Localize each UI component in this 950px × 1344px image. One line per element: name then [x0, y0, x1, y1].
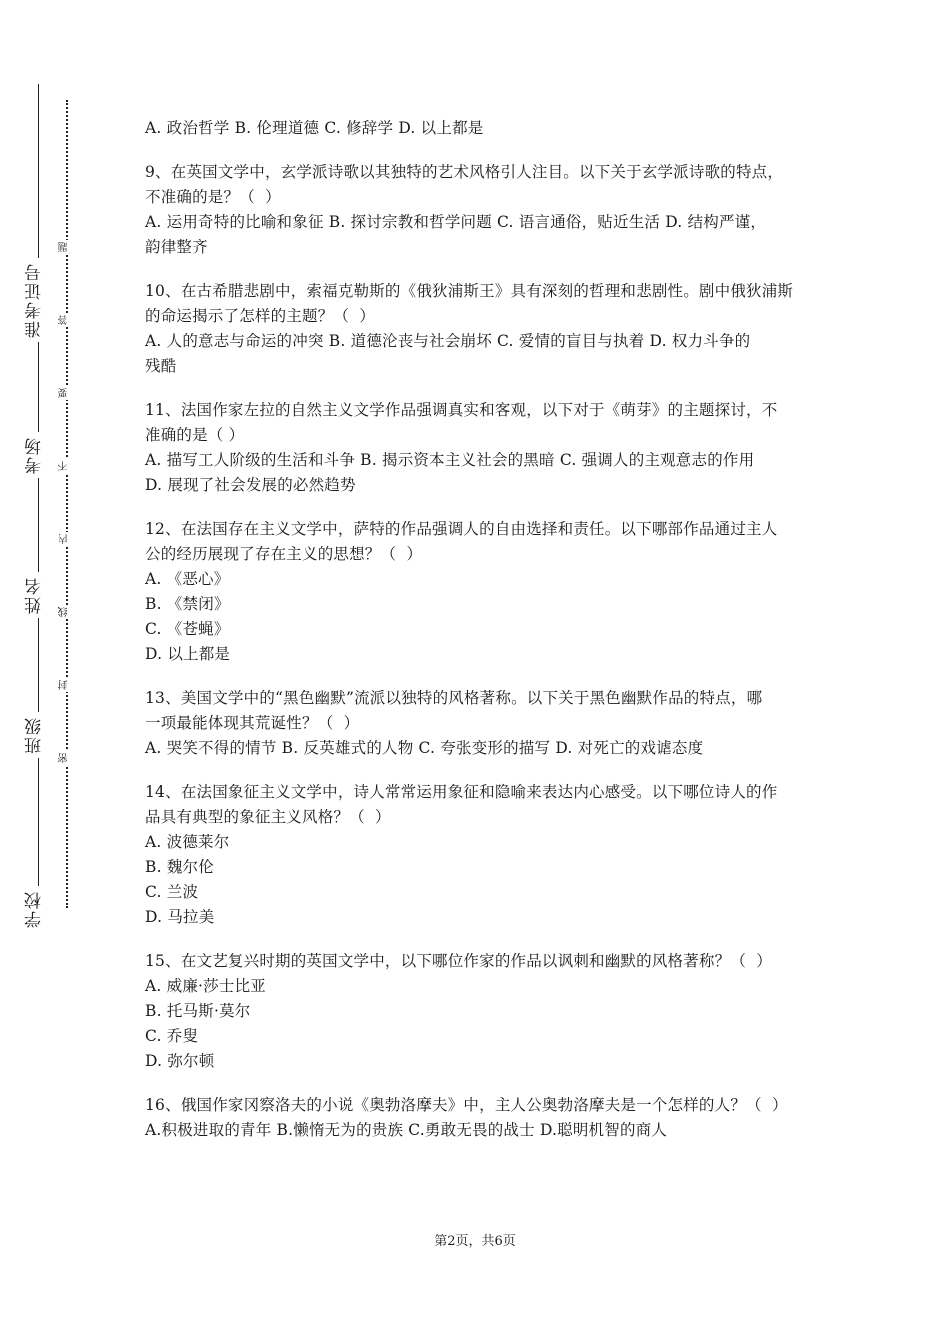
seal-char: 内 — [59, 532, 75, 546]
option-b: B. 托马斯·莫尔 — [145, 1002, 251, 1020]
option-d: D. 马拉美 — [145, 908, 215, 926]
question-stem: 不准确的是？（ ） — [145, 188, 281, 206]
question-stem: 一项最能体现其荒诞性？（ ） — [145, 714, 360, 732]
option-c: C. 兰波 — [145, 883, 199, 901]
question-stem: 准确的是（ ） — [145, 426, 245, 444]
option-a: A. 《恶心》 — [145, 570, 230, 588]
question-15 — [145, 949, 815, 1074]
question-9 — [145, 160, 815, 260]
option-b: B. 《禁闭》 — [145, 595, 230, 613]
option-line: A. 哭笑不得的情节 B. 反英雄式的人物 C. 夸张变形的描写 D. 对死亡的戏谑态度 — [145, 739, 704, 757]
question-14 — [145, 780, 815, 930]
option-line: 韵律整齐 — [145, 238, 208, 256]
seal-char: 要 — [59, 386, 75, 400]
question-12 — [145, 517, 815, 667]
option-line: A. 人的意志与命运的冲突 B. 道德沦丧与社会崩坏 C. 爱情的盲目与执着 D. 权力斗争的 — [145, 332, 751, 350]
seal-char: 题 — [59, 240, 75, 254]
question-stem: 公的经历展现了存在主义的思想？（ ） — [145, 545, 423, 563]
seal-char: 不 — [59, 459, 75, 473]
question-stem: 15、在文艺复兴时期的英国文学中，以下哪位作家的作品以讽刺和幽默的风格著称？（ ） — [145, 952, 772, 970]
question-stem: 品具有典型的象征主义风格？（ ） — [145, 808, 391, 826]
page-number: 第2页，共6页 — [434, 1234, 516, 1249]
binding-solid-line — [38, 84, 39, 924]
binding-margin — [0, 0, 110, 1344]
option-a: A. 威廉·莎士比亚 — [145, 977, 266, 995]
option-c: C. 《苍蝇》 — [145, 620, 230, 638]
option-line: 残酷 — [145, 357, 177, 375]
option-line: A. 描写工人阶级的生活和斗争 B. 揭示资本主义社会的黑暗 C. 强调人的主观意志的作用 — [145, 451, 755, 469]
question-stem: 13、美国文学中的“黑色幽默”流派以独特的风格著称。以下关于黑色幽默作品的特点，哪 — [145, 689, 763, 707]
question-11 — [145, 398, 815, 498]
seal-char: 封 — [59, 678, 75, 692]
option-a: A. 波德莱尔 — [145, 833, 230, 851]
question-stem: 10、在古希腊悲剧中，索福克勒斯的《俄狄浦斯王》具有深刻的哲理和悲剧性。剧中俄狄浦斯 — [145, 282, 794, 300]
exam-number-label: 准考证号 — [22, 258, 56, 342]
class-label: 班级 — [22, 712, 56, 758]
option-d: D. 以上都是 — [145, 645, 231, 663]
question-8-options — [145, 116, 815, 141]
question-stem: 12、在法国存在主义文学中，萨特的作品强调人的自由选择和责任。以下哪部作品通过主人 — [145, 520, 778, 538]
question-16 — [145, 1093, 815, 1143]
seal-char: 答 — [59, 313, 75, 327]
option-line: A.积极进取的青年 B.懒惰无为的贵族 C.勇敢无畏的战士 D.聪明机智的商人 — [145, 1121, 668, 1139]
question-stem: 的命运揭示了怎样的主题？（ ） — [145, 307, 376, 325]
seal-char: 密 — [59, 751, 75, 765]
exam-room-label: 考场 — [22, 432, 56, 478]
question-10 — [145, 279, 815, 379]
option-d: D. 弥尔顿 — [145, 1052, 215, 1070]
option-b: B. 魏尔伦 — [145, 858, 214, 876]
option-line: A. 政治哲学 B. 伦理道德 C. 修辞学 D. 以上都是 — [145, 119, 484, 137]
option-c: C. 乔叟 — [145, 1027, 199, 1045]
name-label: 姓名 — [22, 572, 56, 618]
seal-dotted-line — [66, 100, 68, 908]
seal-char: 线 — [59, 605, 75, 619]
option-line: A. 运用奇特的比喻和象征 B. 探讨宗教和哲学问题 C. 语言通俗，贴近生活 D. 结构严谨， — [145, 213, 767, 231]
question-stem: 14、在法国象征主义文学中，诗人常常运用象征和隐喻来表达内心感受。以下哪位诗人的作 — [145, 783, 778, 801]
question-list — [145, 116, 815, 1162]
question-stem: 9、在英国文学中，玄学派诗歌以其独特的艺术风格引人注目。以下关于玄学派诗歌的特点， — [145, 163, 784, 181]
question-13 — [145, 686, 815, 761]
school-label: 学校 — [22, 886, 56, 932]
option-line: D. 展现了社会发展的必然趋势 — [145, 476, 356, 494]
question-stem: 16、俄国作家冈察洛夫的小说《奥勃洛摩夫》中，主人公奥勃洛摩夫是一个怎样的人？（ ） — [145, 1096, 788, 1114]
question-stem: 11、法国作家左拉的自然主义文学作品强调真实和客观，以下对于《萌芽》的主题探讨，不 — [145, 401, 778, 419]
